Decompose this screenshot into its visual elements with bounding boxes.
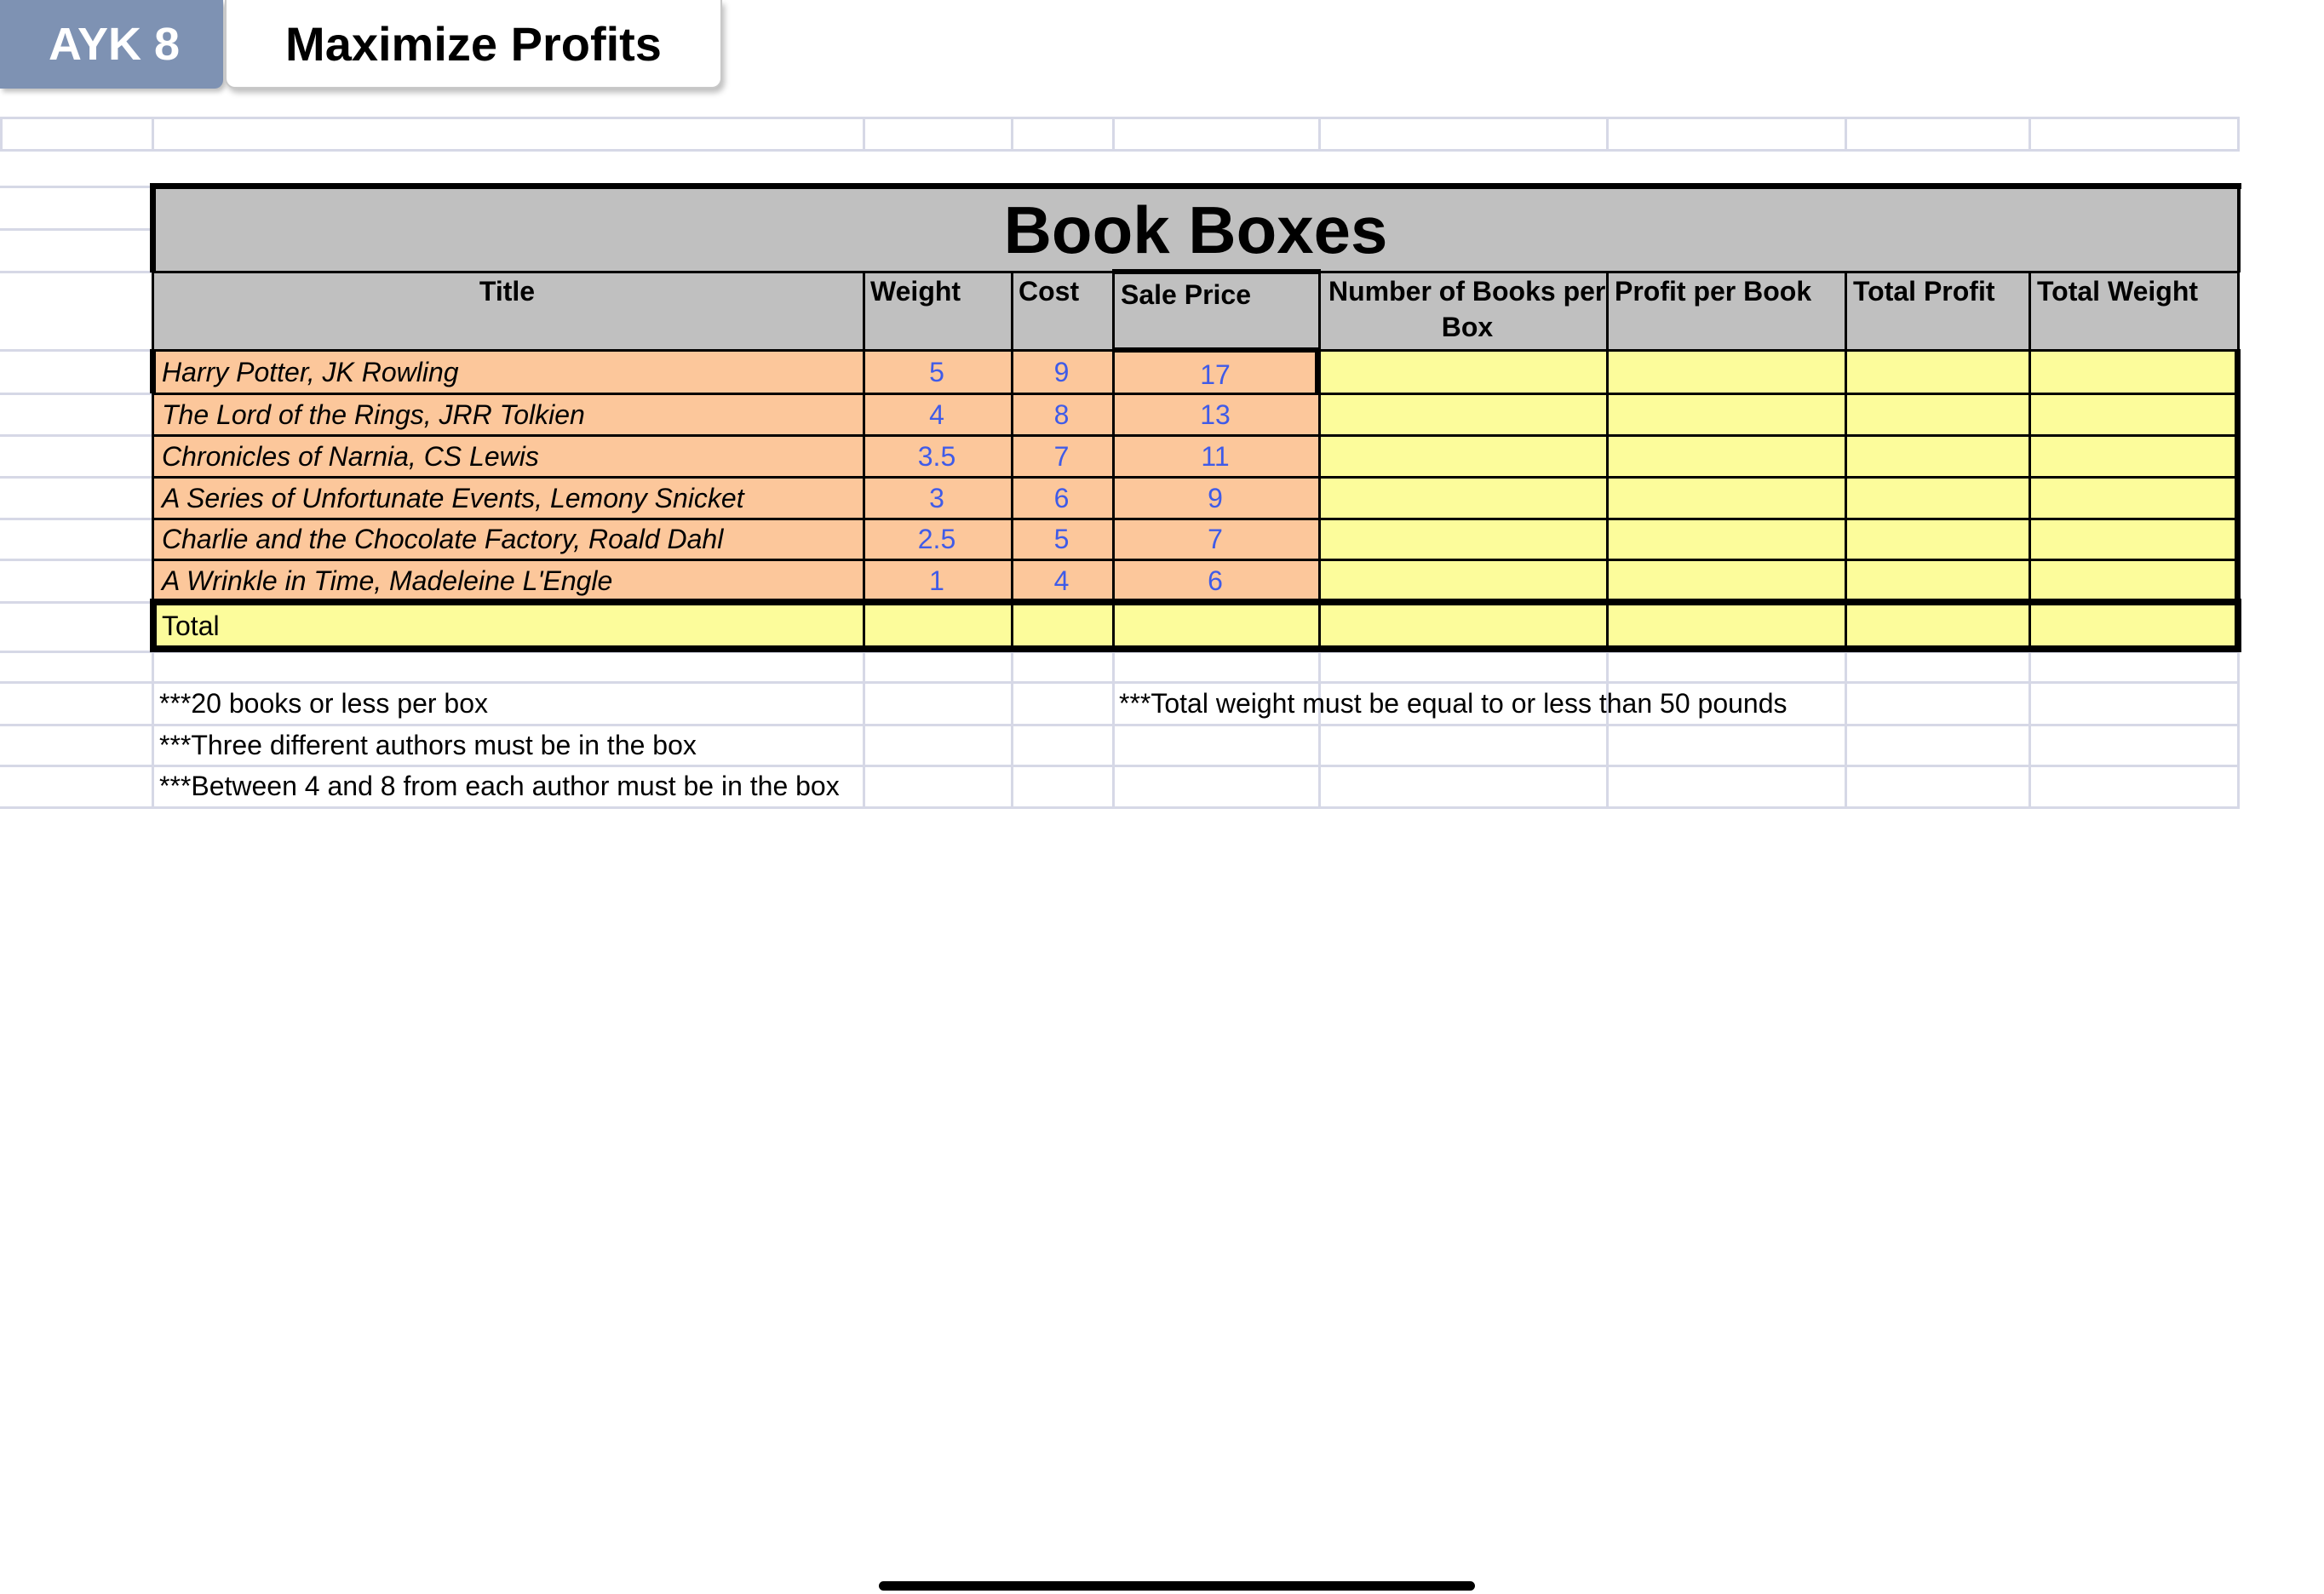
sale-price-cell[interactable]: 11 bbox=[1201, 441, 1230, 472]
book-title-cell[interactable]: A Wrinkle in Time, Madeleine L'Engle bbox=[162, 565, 613, 596]
header-total-profit[interactable]: Total Profit bbox=[1853, 276, 1995, 307]
book-title-cell[interactable]: Charlie and the Chocolate Factory, Roald Dahl bbox=[162, 524, 724, 554]
note-weight-limit[interactable]: ***Total weight must be equal to or less than 50 pounds bbox=[1119, 688, 1787, 719]
note-authors[interactable]: ***Three different authors must be in the box bbox=[159, 730, 697, 760]
tab-maximize-profits[interactable] bbox=[225, 0, 722, 89]
header-title[interactable]: Title bbox=[479, 276, 536, 307]
header-sale-price[interactable]: Sale Price bbox=[1121, 279, 1251, 310]
header-books-per-box[interactable] bbox=[1328, 274, 1606, 346]
header-total-weight[interactable]: Total Weight bbox=[2037, 276, 2199, 307]
sale-price-cell[interactable]: 17 bbox=[1200, 359, 1231, 390]
sale-price-cell[interactable]: 9 bbox=[1208, 483, 1223, 513]
cost-cell[interactable]: 5 bbox=[1053, 524, 1070, 554]
note-books-limit[interactable]: ***20 books or less per box bbox=[159, 688, 488, 719]
cost-cell[interactable]: 9 bbox=[1053, 357, 1070, 387]
header-weight[interactable]: Weight bbox=[870, 276, 961, 307]
weight-cell[interactable]: 3.5 bbox=[917, 441, 956, 472]
tab-ayk-8-label: AYK 8 bbox=[48, 19, 181, 70]
total-row bbox=[152, 603, 2240, 651]
weight-cell[interactable]: 1 bbox=[929, 565, 944, 596]
sale-price-cell[interactable]: 6 bbox=[1208, 565, 1223, 596]
total-label[interactable]: Total bbox=[162, 611, 220, 641]
home-indicator[interactable] bbox=[879, 1581, 1475, 1591]
cost-cell[interactable]: 6 bbox=[1053, 483, 1070, 513]
cost-cell[interactable]: 7 bbox=[1053, 441, 1070, 472]
header-cost[interactable]: Cost bbox=[1019, 276, 1080, 307]
sheet-title: Book Boxes bbox=[1003, 192, 1388, 267]
cost-cell[interactable]: 4 bbox=[1053, 565, 1070, 596]
header-books-per-box-line1: Number of Books per bbox=[1328, 276, 1606, 307]
weight-cell[interactable]: 2.5 bbox=[917, 524, 956, 554]
tab-ayk-8[interactable] bbox=[0, 0, 223, 89]
header-profit-per-book[interactable]: Profit per Book bbox=[1615, 276, 1812, 307]
weight-cell[interactable]: 3 bbox=[929, 483, 944, 513]
book-title-cell[interactable]: The Lord of the Rings, JRR Tolkien bbox=[162, 399, 585, 430]
weight-cell[interactable]: 4 bbox=[929, 399, 944, 430]
book-title-cell[interactable]: Chronicles of Narnia, CS Lewis bbox=[162, 441, 539, 472]
sale-price-cell[interactable]: 13 bbox=[1200, 399, 1231, 430]
tab-maximize-profits-label: Maximize Profits bbox=[285, 16, 662, 71]
weight-cell[interactable]: 5 bbox=[929, 357, 944, 387]
sale-price-cell[interactable]: 7 bbox=[1208, 524, 1223, 554]
cost-cell[interactable]: 8 bbox=[1053, 399, 1070, 430]
note-per-author[interactable]: ***Between 4 and 8 from each author must be in the box bbox=[159, 771, 840, 801]
header-books-per-box-line2: Box bbox=[1441, 312, 1494, 342]
book-title-cell[interactable]: Harry Potter, JK Rowling bbox=[162, 357, 459, 387]
book-title-cell[interactable]: A Series of Unfortunate Events, Lemony Snicket bbox=[162, 483, 744, 513]
